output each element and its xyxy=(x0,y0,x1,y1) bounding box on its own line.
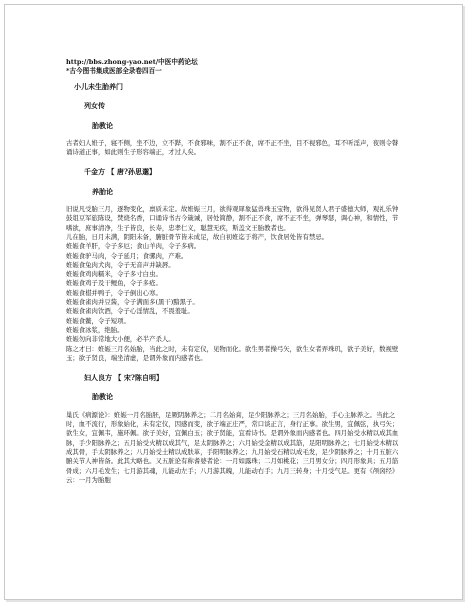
section-title-taijiao-1: 胎教论 xyxy=(92,120,113,130)
list-item: 姙娠食兔肉犬肉，令子无音声并缺唇。 xyxy=(66,260,175,269)
list-item: 姙娠勿向非常地大小便，必半产杀人。 xyxy=(66,335,175,344)
list-item: 姙娠食羊肝，令子多厄；食山羊肉，令子多病。 xyxy=(66,242,201,251)
paragraph-yangtai: 旧说凡受胎三月，逐物变化，禀质未定。故姙娠三月，欲得观犀象猛兽珠玉宝物，欲得见贤人君子盛德大师，观礼乐钟鼓俎豆军旅陈设，焚烧名香，口诵诗书古今箴诫，居处简静，割不正不食，席不正不坐，弹琴瑟，调心神，和情性，节嗜欲，庶事清净，生子皆良，长寿，忠孝仁义，聪慧无疾，斯盖文王胎教者也。 xyxy=(66,205,399,232)
paragraph-chaoshi: 巢氏《病源论》：姙娠一月名胎胚，足厥阴脉养之；二月名始膏，足少阳脉养之；三月名始胎，手心主脉养之。当此之时，血不流行，形象始化，未有定仪，因感而变，欲子端正庄严，常口谈正言，身行正事。欲生男，宜佩弦，执弓矢；欲生女，宜佩韦，施环佩。欲子美好，宜佩白玉；欲子贤能，宜看诗书。是谓外象而内感者也。四月始受水精以成其血脉，手少阳脉养之；五月始受火精以成其气，足太阴脉养之；六月始受金精以成其筋，足阳明脉养之；七月始受木精以成其骨，手太阴脉养之；八月始受土精以成肤革，手阳明脉养之；九月始受石精以成毛发，足少阴脉养之；十月五脏六腑关节人神皆备。此其大略也。又五脏论有称耆婆者论：一月如露珠；二月如桃花；三月男女分；四月形象具；五月筋骨成；六月毛发生；七月游其魂，儿能动左手；八月游其魄，儿能动右手；九月三转身；十月受气足。更有《颅囟经》云：一月为胎胞 xyxy=(66,410,399,484)
section-title-furenliangfang: 妇人良方 【 宋?陈自明】 xyxy=(84,373,163,383)
book-title-line: *古今图书集成医部全录卷四百一 xyxy=(66,67,162,75)
dietary-prohibitions-list xyxy=(66,233,402,363)
list-item: 姙娠食鸡子及干鲤鱼，令子多疮。 xyxy=(66,279,162,288)
list-item: 姙娠食雀肉并豆酱，令子满面多(黑干)黯黑子。 xyxy=(66,298,199,307)
section-title-qianjinfang: 千金方 【 唐?孙思邈】 xyxy=(84,167,156,177)
section-title-yangtai: 养胎论 xyxy=(92,186,113,196)
list-item: 陈之才曰：姙娠三月名始胎，当此之时，未有定仪，见物而化。欲生男者操弓矢，欲生女者弄珠玑，欲子美好，数视壁玉；欲子贤良，端坐清虚，是谓外象而内感者也。 xyxy=(66,344,399,362)
section-title-taijiao-2: 胎教论 xyxy=(92,392,113,402)
paragraph-lienuzhuan: 古者妇人姙子，寝不侧，坐不边，立不跸，不食邪味，割不正不食，席不正不坐，目不视邪色，耳不听淫声，夜则令瞽诵诗道正事，如此则生子形容端正，才过人矣。 xyxy=(66,138,399,157)
source-url-line: http://bbs.zhong-yao.net/中医中药论坛 xyxy=(66,58,198,66)
list-item: 姙娠食椹并鸭子，令子倒出心寒。 xyxy=(66,288,162,297)
section-title-main: 小儿未生胎养门 xyxy=(74,82,123,91)
list-item: 姙娠食雀肉饮酒，令子心淫情乱，不畏羞耻。 xyxy=(66,307,194,316)
list-item: 姙娠食鸡肉糯米，令子多寸白虫。 xyxy=(66,270,162,279)
document-body xyxy=(66,58,402,485)
list-item: 姙娠食驴马肉，令子延月；食骡肉，产难。 xyxy=(66,251,188,260)
list-item: 姙娠食冰浆，绝胎。 xyxy=(66,325,124,334)
list-item: 儿在胎，日月未满，阴阳未备，腑脏骨节皆未成足，故自初姙迄于将产，饮食居处皆有禁忌。 xyxy=(66,232,329,241)
list-item: 姙娠食鳖，令子短项。 xyxy=(66,316,130,325)
section-title-lienuzhuan: 列女传 xyxy=(84,101,105,111)
